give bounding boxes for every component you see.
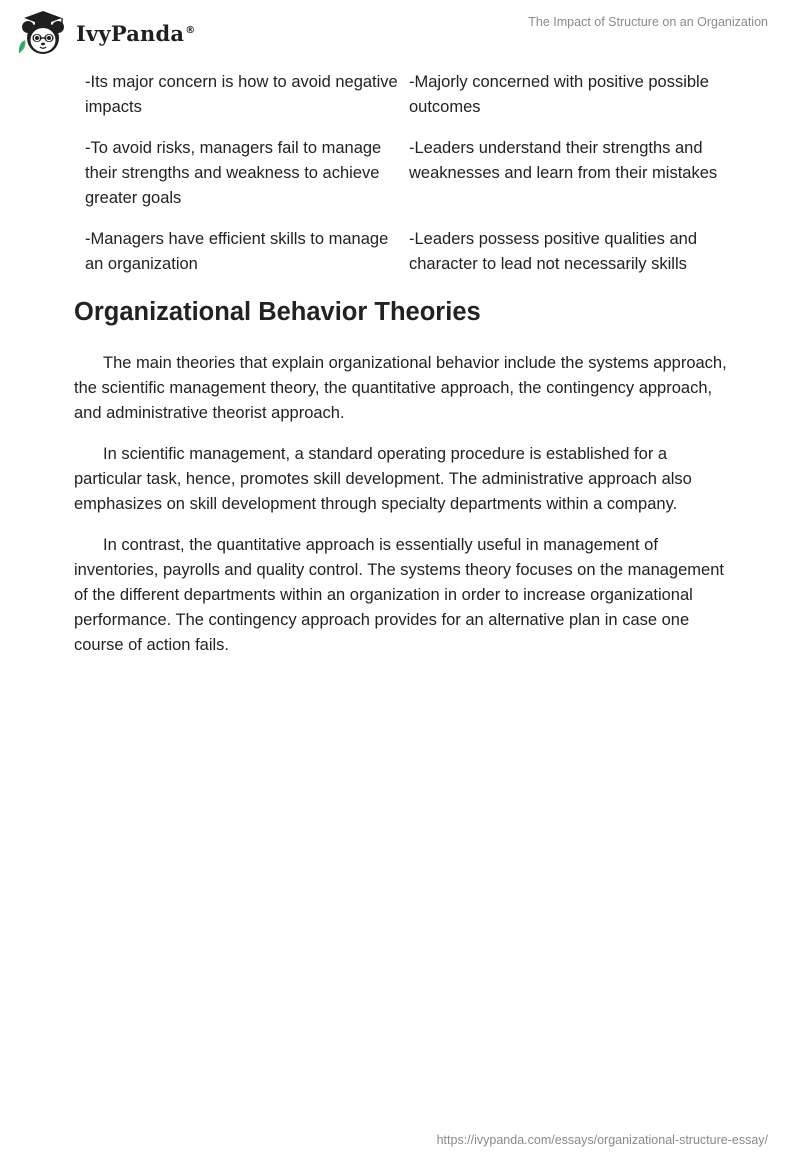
table-cell-managers: -To avoid risks, managers fail to manage their strengths and weakness to achieve greater goals: [85, 139, 382, 207]
page-header: [0, 0, 800, 60]
table-cell-leaders: -Leaders possess positive qualities and character to lead not necessarily skills: [409, 230, 698, 273]
document-title: The Impact of Structure on an Organization: [528, 15, 768, 29]
table-cell-leaders: -Leaders understand their strengths and weaknesses and learn from their mistakes: [409, 139, 718, 182]
table-cell-leaders: -Majorly concerned with positive possible outcomes: [409, 73, 709, 116]
table-row: [74, 70, 734, 136]
section-body: [74, 351, 734, 674]
table-cell-managers: -Its major concern is how to avoid negative impacts: [85, 73, 398, 116]
panda-graduate-icon: [16, 9, 70, 57]
comparison-table: [74, 70, 734, 293]
table-row: [74, 136, 734, 227]
section-heading: Organizational Behavior Theories: [74, 298, 481, 326]
ivypanda-logo[interactable]: [16, 8, 195, 58]
registered-mark: ®: [185, 24, 196, 36]
paragraph: In scientific management, a standard operating procedure is established for a particular task, hence, promotes skill development. The administrative approach also emphasizes on skill development through specialty departments within a company.: [74, 445, 692, 513]
table-row: [74, 227, 734, 293]
paragraph: The main theories that explain organizational behavior include the systems approach, the scientific management theory, the quantitative approach, the contingency approach, and administrative theorist approach.: [74, 354, 727, 422]
source-url-link[interactable]: https://ivypanda.com/essays/organizational-structure-essay/: [436, 1133, 768, 1147]
paragraph: In contrast, the quantitative approach is essentially useful in management of inventories, payrolls and quality control. The systems theory focuses on the management of the different departments within an organization in order to increase organizational performance. The contingency approach provides for an alternative plan in case one course of action fails.: [74, 536, 724, 654]
brand-name: IvyPanda®: [76, 20, 196, 46]
table-cell-managers: -Managers have efficient skills to manage an organization: [85, 230, 389, 273]
